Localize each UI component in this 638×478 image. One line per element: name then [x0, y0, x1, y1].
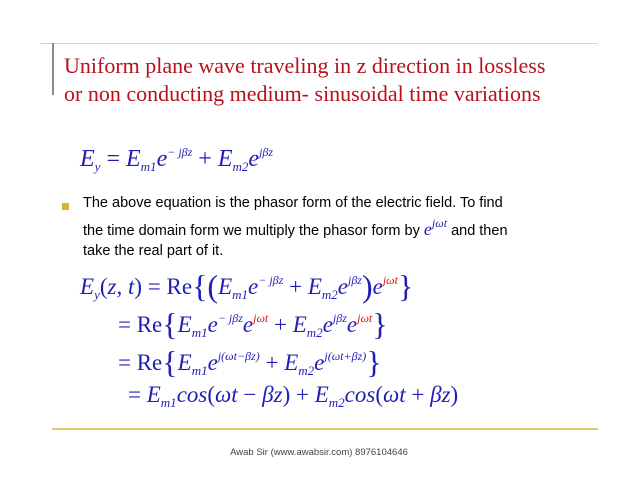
- derivation-step-1: $E_y(z$, $t) = Re\{(E_{m1}e^{- j\beta z} + E_{m2}e^{j\beta z})e^{j\omega t}\}$: [80, 268, 414, 304]
- bullet-paragraph: [83, 193, 603, 261]
- phasor-equation: $E_y = E_{m1}e^{- j\beta z} + E_{m2}e^{j\beta z}$: [80, 145, 274, 174]
- title-accent-bar: [52, 43, 54, 95]
- inline-exponential: $e^{j\omega t}$: [423, 216, 448, 239]
- top-rule: [40, 43, 598, 44]
- derivation-step-2: = $Re\{E_{m1}e^{- j\beta z}e^{j\omega t} + E_{m2}e^{j\beta z}e^{j\omega t}\}$: [118, 306, 388, 342]
- footer-credit: Awab Sir (www.awabsir.com) 8976104646: [230, 447, 408, 458]
- inline-exponent: jωt: [431, 216, 448, 230]
- title-line-1: Uniform plane wave traveling in z direction in lossless: [64, 53, 546, 78]
- bullet-line-2-b: and then: [451, 223, 508, 239]
- bullet-icon: [62, 203, 69, 210]
- derivation-step-3: = $Re\{E_{m1}e^{j(\omega t-\beta z)} + E_{m2}e^{j(\omega t+\beta z)}\}$: [118, 344, 382, 380]
- bottom-rule: [52, 428, 598, 430]
- derivation-step-4: = $E_{m1}\cos(\omega t - \beta z) + E_{m2}\cos(\omega t + \beta z)$: [128, 382, 459, 410]
- title-line-2: or non conducting medium- sinusoidal time variations: [64, 81, 541, 106]
- slide-title: [64, 52, 624, 108]
- bullet-line-3: take the real part of it.: [83, 243, 224, 259]
- bullet-line-2-a: the time domain form we multiply the phasor form by: [83, 223, 420, 239]
- bullet-line-1: The above equation is the phasor form of the electric field. To find: [83, 195, 503, 211]
- bullet-line-2: [83, 213, 603, 241]
